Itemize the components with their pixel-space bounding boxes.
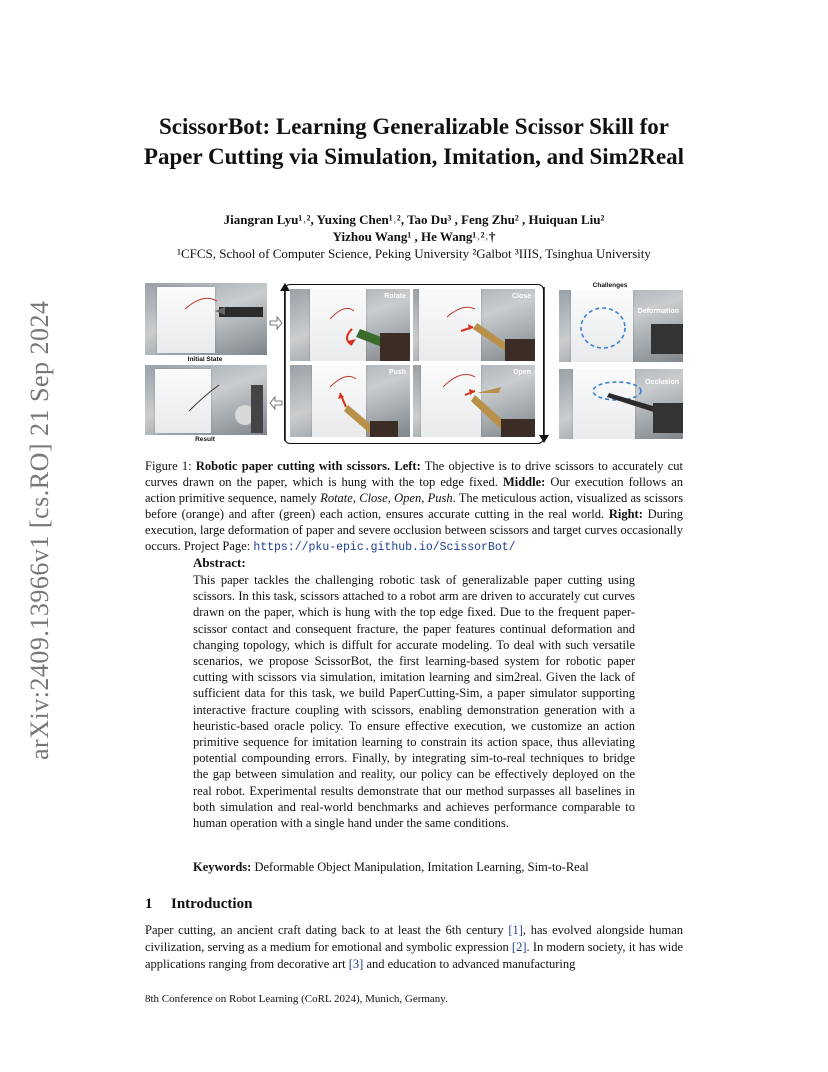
section-title: Introduction <box>171 896 253 912</box>
caption-prim-rotate: Rotate <box>320 491 353 505</box>
paper-title: ScissorBot: Learning Generalizable Scissor Skill for Paper Cutting via Simulation, Imitation, and Sim2Real <box>143 114 685 169</box>
photo-deformation <box>559 290 683 362</box>
abstract-body: This paper tackles the challenging robotic task of generalizable paper cutting using scissors. In this task, scissors attached to a robot arm are driven to accurately cut curves drawn on the paper, which is hung with the top edge fixed. Due to the frequent paper-scissor contact and consequent fracture, the paper features continual deformation and changing topology, which is diffult for accurate modeling. To deal with such versatile scenarios, we propose ScissorBot, the first learning-based system for robotic paper cutting with scissors via simulation, imitation learning and sim2real. Given the lack of sufficient data for this task, we build PaperCutting-Sim, a paper simulator supporting interactive fracture coupling with scissors, enabling demonstration generation with a heuristic-based oracle policy. To ensure effective execution, we customize an action primitive sequence for imitation learning to constrain its action space, thus alleviating potential compounding errors. Finally, by integrating sim-to-real techniques to bridge the gap between simulation and reality, our policy can be effectively deployed on the real robot. Experimental results demonstrate that our method surpasses all baselines in both simulation and real-world benchmarks and achieves performance comparable to human operation with a single hand under the same conditions. <box>193 573 635 831</box>
photo-result <box>145 365 267 435</box>
label-occlusion: Occlusion <box>645 379 679 386</box>
photo-close <box>413 289 535 361</box>
label-push: Push <box>388 369 406 376</box>
caption-prim-push: Push <box>427 491 453 505</box>
label-result: Result <box>195 436 215 443</box>
photo-open <box>413 365 535 437</box>
section-number: 1 <box>145 896 153 912</box>
photo-occlusion <box>559 369 683 439</box>
caption-middle-text-2: The meticulous action, visualized as scissors before (orange) and after (green) each action, ensures accurate cutting in the real world. <box>145 491 684 521</box>
caption-prefix: Figure 1: <box>145 459 192 473</box>
caption-right-text: During execution, large deformation of paper and severe occlusion between scissors and target curves occasionally occurs. Project Page: <box>145 507 684 553</box>
down-arrow-icon <box>537 283 551 445</box>
photo-initial-state <box>145 283 267 355</box>
caption-middle-head: Middle: <box>502 475 546 489</box>
caption-prim-close: Close <box>359 491 388 505</box>
caption-prim-open: Open <box>394 491 422 505</box>
keywords-line <box>193 860 589 875</box>
venue-footer: 8th Conference on Robot Learning (CoRL 2024), Munich, Germany. <box>145 993 448 1005</box>
caption-right-head: Right: <box>608 507 643 521</box>
figure-1 <box>145 283 683 445</box>
photo-push <box>290 365 410 437</box>
intro-text-4: and education to advanced manufacturing <box>366 957 576 971</box>
intro-text-1: Paper cutting, an ancient craft dating back to at least the 6th century <box>145 923 504 937</box>
introduction-paragraph <box>145 922 683 973</box>
affiliations: ¹CFCS, School of Computer Science, Peking University ²Galbot ³IIIS, Tsinghua University <box>177 246 651 261</box>
author-line-2: Yizhou Wang¹ , He Wang¹˒²˒† <box>332 229 496 244</box>
citation-1[interactable]: [1] <box>508 923 523 937</box>
label-rotate: Rotate <box>384 293 406 300</box>
photo-rotate <box>290 289 410 361</box>
keywords-text: Deformable Object Manipulation, Imitation Learning, Sim-to-Real <box>254 860 589 874</box>
caption-left-text: The objective is to drive scissors to accurately cut curves drawn on the paper, which is hung with the top edge fixed. <box>145 459 684 489</box>
author-line-1: Jiangran Lyu¹˒², Yuxing Chen¹˒², Tao Du³ , Feng Zhu² , Huiquan Liu² <box>223 212 605 227</box>
arxiv-identifier: arXiv:2409.13966v1 [cs.RO] 21 Sep 2024 <box>25 300 54 760</box>
label-deformation: Deformation <box>637 308 679 315</box>
citation-3[interactable]: [3] <box>348 957 364 971</box>
author-block <box>120 211 708 262</box>
project-page-link[interactable]: https://pku-epic.github.io/ScissorBot/ <box>253 541 516 554</box>
intro-text-3: . In modern society, it has wide applications ranging from decorative art <box>145 940 683 971</box>
caption-left-head: Left: <box>394 459 421 473</box>
citation-2[interactable]: [2] <box>511 940 527 954</box>
caption-title: Robotic paper cutting with scissors. <box>195 459 391 473</box>
caption-middle-text-1: Our execution follows an action primitive sequence, namely <box>145 475 684 505</box>
label-challenges: Challenges <box>592 282 628 289</box>
label-open: Open <box>513 369 531 376</box>
intro-text-2: , has evolved alongside human civilization, serving as a medium for emotional and symbolic expression <box>145 923 683 954</box>
abstract-heading: Abstract: <box>193 555 246 570</box>
label-initial-state: Initial State <box>187 356 223 363</box>
section-heading-introduction <box>145 896 252 913</box>
figure-caption: Figure 1: Robotic paper cutting with scissors. Left: The objective is to drive scissors to accurately cut curves drawn on the paper, which is hung with the top edge fixed. Middle: Our execution follows an action primitive sequence, namely Rotate, Close, Open, Push. The meticulous action, visualized as scissors before (orange) and after (green) each action, ensures accurate cutting in the real world. Right: During execution, large deformation of paper and severe occlusion between scissors and target curves occasionally occurs. Project Page: https://pku-epic.github.io/ScissorBot/ <box>145 459 684 554</box>
keywords-label: Keywords: <box>193 860 252 874</box>
label-close: Close <box>511 293 531 300</box>
